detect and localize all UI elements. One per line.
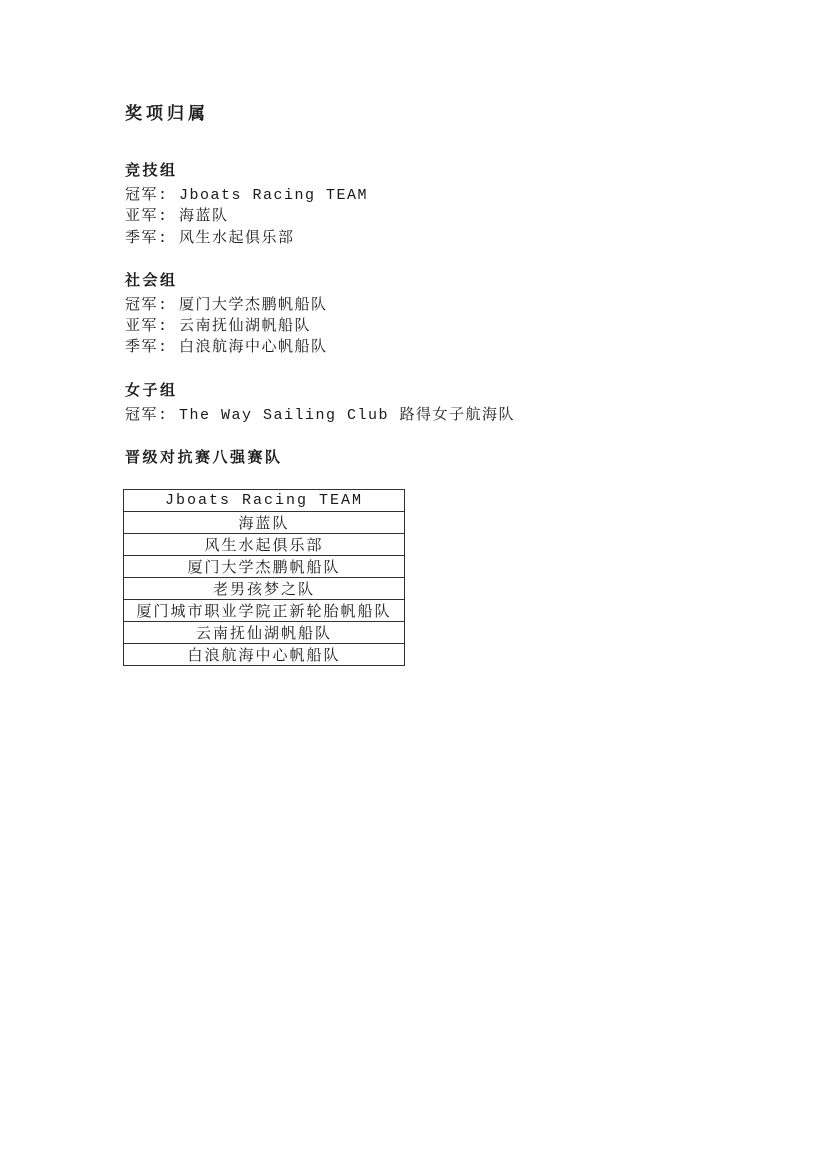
team-cell: 厦门大学杰鹏帆船队 bbox=[124, 556, 405, 578]
table-row bbox=[124, 622, 405, 644]
award-line-third-place: 季军: 白浪航海中心帆船队 bbox=[125, 339, 328, 357]
team-cell: 厦门城市职业学院正新轮胎帆船队 bbox=[124, 600, 405, 622]
table-row bbox=[124, 490, 405, 512]
section-social-group bbox=[125, 271, 705, 359]
award-line-champion: 冠军: 厦门大学杰鹏帆船队 bbox=[125, 296, 328, 314]
table-row bbox=[124, 512, 405, 534]
team-cell: Jboats Racing TEAM bbox=[124, 490, 405, 512]
award-line-third-place: 季军: 风生水起俱乐部 bbox=[125, 229, 295, 247]
table-row bbox=[124, 578, 405, 600]
section-womens-group bbox=[125, 381, 705, 426]
section-heading-competitive: 竞技组 bbox=[125, 163, 178, 180]
team-cell: 风生水起俱乐部 bbox=[124, 534, 405, 556]
team-cell: 老男孩梦之队 bbox=[124, 578, 405, 600]
team-cell: 白浪航海中心帆船队 bbox=[124, 644, 405, 666]
table-row bbox=[124, 556, 405, 578]
table-row bbox=[124, 644, 405, 666]
award-line-champion: 冠军: The Way Sailing Club 路得女子航海队 bbox=[125, 406, 516, 424]
document-page bbox=[125, 103, 705, 666]
section-competitive-group bbox=[125, 161, 705, 249]
bracket-table-body bbox=[124, 490, 405, 666]
section-heading-social: 社会组 bbox=[125, 272, 178, 290]
section-heading-womens: 女子组 bbox=[125, 382, 178, 400]
team-cell: 云南抚仙湖帆船队 bbox=[124, 622, 405, 644]
team-cell: 海蓝队 bbox=[124, 512, 405, 534]
award-line-runner-up: 亚军: 海蓝队 bbox=[125, 208, 229, 226]
table-row bbox=[124, 534, 405, 556]
page-title: 奖项归属 bbox=[125, 106, 209, 125]
award-line-champion: 冠军: Jboats Racing TEAM bbox=[125, 187, 369, 204]
award-line-runner-up: 亚军: 云南抚仙湖帆船队 bbox=[125, 318, 312, 336]
table-row bbox=[124, 600, 405, 622]
bracket-heading: 晋级对抗赛八强赛队 bbox=[125, 450, 283, 468]
bracket-table bbox=[123, 489, 405, 666]
